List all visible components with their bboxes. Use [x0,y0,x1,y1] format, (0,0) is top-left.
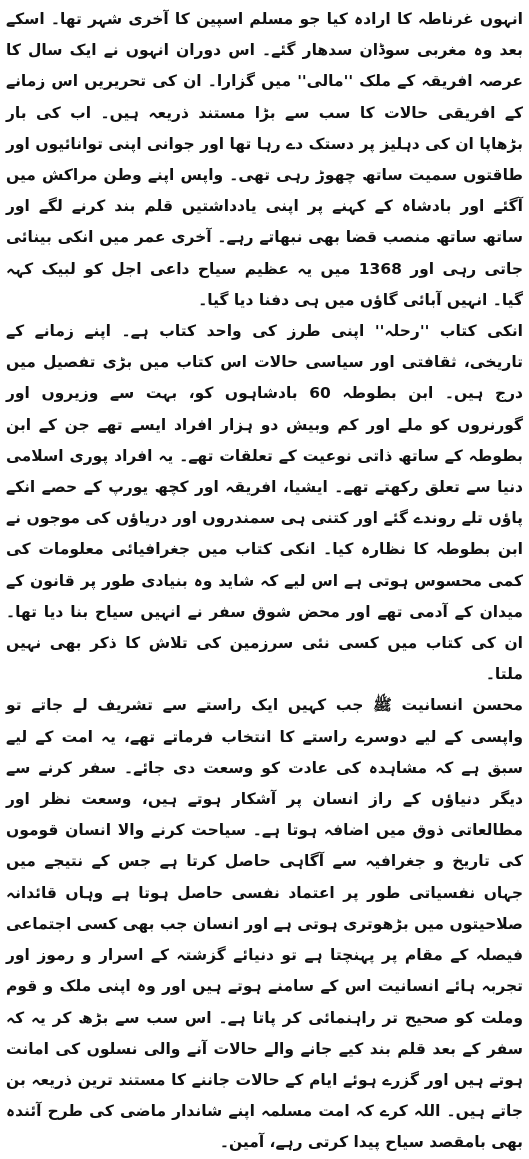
article-body [6,4,523,1159]
paragraph-travel-lessons: محسن انسانیت ﷺ جب کہیں ایک راستے سے تشریف لے جاتے تو واپسی کے لیے دوسرے راستے کا انتخاب فرماتے تھے، یہ امت کے لیے سبق ہے کہ مشاہدہ کی عادت کو وسعت دی جائے۔ سفر کرنے سے دیگر دنیاؤں کے راز انسان پر آشکار ہوتے ہیں، وسعت نظر اور مطالعاتی ذوق میں اضافہ ہوتا ہے۔ سیاحت کرنے والا انسان قوموں کی تاریخ و جغرافیہ سے آگاہی حاصل کرتا ہے جس کے نتیجے میں جہاں نفسیاتی طور پر اعتماد نفسی حاصل ہوتا ہے وہاں قائدانہ صلاحیتوں میں بڑھوتری ہوتی ہے اور انسان جب بھی کسی اجتماعی فیصلہ کے مقام پر پہنچتا ہے تو دنیائے گزشتہ کے اسرار و رموز اور تجربہ ہائے انسانیت اس کے سامنے ہوتے ہیں اور وہ اپنی ملک و قوم وملت کو صحیح تر راہنمائی کر پاتا ہے۔ اس سب سے بڑھ کر یہ کہ سفر کے بعد قلم بند کیے جانے والے حالات آنے والی نسلوں کی امانت ہوتے ہیں اور گزرے ہوئے ایام کے حالات جاننے کا مستند ترین ذریعہ بن جاتے ہیں۔ اللہ کرے کہ امت مسلمہ اپنے شاندار ماضی کی طرح آئندہ بھی بامقصد سیاح پیدا کرتی رہے، آمین۔ [6,696,523,1152]
paragraph-rihla-book: انکی کتاب ''رحلہ'' اپنی طرز کی واحد کتاب ہے۔ اپنے زمانے کے تاریخی، ثقافتی اور سیاسی حالات اس کتاب میں بڑی تفصیل میں درج ہیں۔ ابن بطوطہ 60 بادشاہوں کو، بہت سے وزیروں اور گورنروں کو ملے اور کم وبیش دو ہزار افراد ایسے تھے جن کے ابن بطوطہ کے ساتھ ذاتی نوعیت کے تعلقات تھے۔ یہ افراد پوری اسلامی دنیا سے تعلق رکھتے تھے۔ ایشیا، افریقہ اور کچھ یورپ کے حصے انکے پاؤں تلے روندے گئے اور کتنی ہی سمندروں اور دریاؤں کی موجوں نے ابن بطوطہ کا نظارہ کیا۔ انکی کتاب میں جغرافیائی معلومات کی کمی محسوس ہوتی ہے اس لیے کہ شاید وہ بنیادی طور پر قانون کے میدان کے آدمی تھے اور محض شوق سفر نے انہیں سیاح بنا دیا تھا۔ ان کی کتاب میں کسی نئی سرزمین کی تلاش کا ذکر بھی نہیں ملتا۔ [6,322,523,684]
paragraph-ibn-battuta-later-life: انہوں غرناطہ کا ارادہ کیا جو مسلم اسپین کا آخری شہر تھا۔ اسکے بعد وہ مغربی سوڈان سدھار گئے۔ اس دوران انہوں نے ایک سال کا عرصہ افریقہ کے ملک ''مالی'' میں گزارا۔ ان کی تحریریں اس زمانے کے افریقی حالات کا سب سے بڑا مستند ذریعہ ہیں۔ اب کی بار بڑھاپا ان کی دہلیز پر دستک دے رہا تھا اور جوانی اپنی توانائیوں اور طاقتوں سمیت ساتھ چھوڑ رہی تھی۔ واپس اپنے وطن مراکش میں آگئے اور بادشاہ کے کہنے پر اپنی یادداشتیں قلم بند کرنے لگے اور ساتھ ساتھ منصب قضا بھی نبھاتے رہے۔ آخری عمر میں انکی بینائی جاتی رہی اور 1368 میں یہ عظیم سیاح داعی اجل کو لبیک کہہ گیا۔ انہیں آبائی گاؤں میں ہی دفنا دیا گیا۔ [6,10,523,309]
